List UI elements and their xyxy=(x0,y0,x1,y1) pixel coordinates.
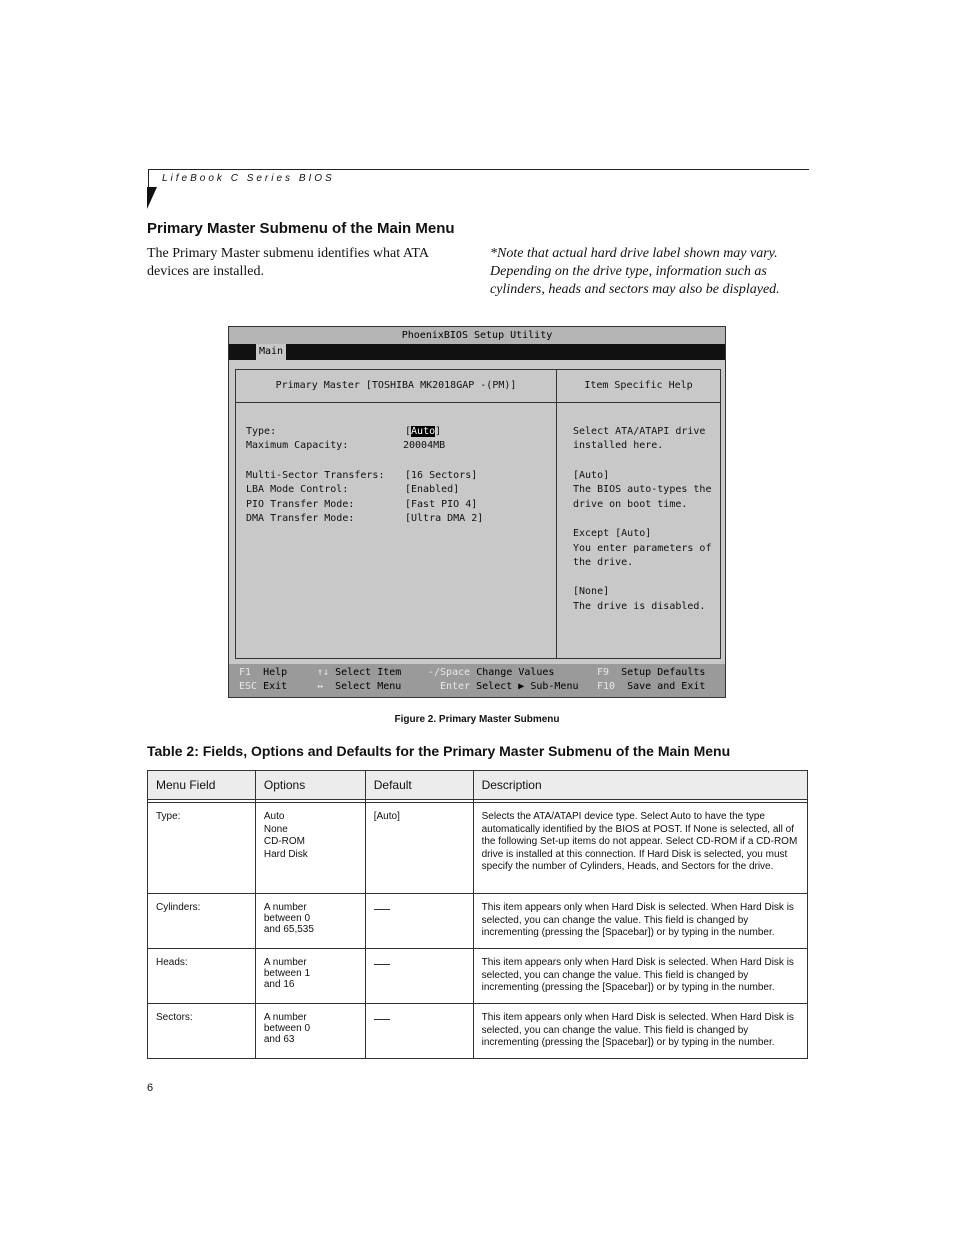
option-item: None xyxy=(263,823,288,835)
description-cell: This item appears only when Hard Disk is selected. When Hard Disk is selected, you can change the value. This field is changed by incrementing (pressing the [Spacebar]) or by typing in the number. xyxy=(473,1004,807,1059)
column-header: Default xyxy=(365,771,473,800)
help-line: drive on boot time. xyxy=(573,499,688,510)
selected-value[interactable]: Auto xyxy=(411,426,436,437)
bios-screen xyxy=(228,326,726,698)
intro-paragraph: The Primary Master submenu identifies what ATA devices are installed. xyxy=(147,246,429,279)
figure-caption: Figure 2. Primary Master Submenu xyxy=(394,714,560,725)
help-line: The BIOS auto-types the xyxy=(573,484,712,495)
description-cell: Selects the ATA/ATAPI device type. Select Auto to have the type automatically identified by the BIOS at POST. If None is selected, all of the following Set-up items do not appear. Select CD-ROM if a CD-ROM drive is installed at this connection. If Hard Disk is selected, you must specify the number of Cylinders, Heads, and Sectors for the drive. xyxy=(473,803,807,894)
footer-key-save-exit: F10 Save and Exit xyxy=(597,681,706,692)
default-cell: [Auto] xyxy=(365,803,473,894)
bios-footer xyxy=(229,664,725,697)
page-number: 6 xyxy=(147,1082,154,1094)
description-cell: This item appears only when Hard Disk is selected. When Hard Disk is selected, you can change the value. This field is changed by incrementing (pressing the [Spacebar]) or by typing in the number. xyxy=(473,894,807,949)
drive-label-note: *Note that actual hard drive label shown may vary. Depending on the drive type, information such as cylinders, heads and sectors may also be displayed. xyxy=(490,246,780,297)
footer-key-select-menu: ↔ Select Menu xyxy=(317,681,402,692)
field-value-type[interactable]: [Auto] xyxy=(405,426,442,437)
tab-main[interactable]: Main xyxy=(256,344,286,360)
field-value-lba-mode[interactable]: [Enabled] xyxy=(405,484,460,495)
option-item: between 0 xyxy=(263,913,311,924)
field-value-pio-mode[interactable]: [Fast PIO 4] xyxy=(405,499,478,510)
menu-field-cell: Type: xyxy=(148,803,256,894)
options-cell xyxy=(255,1004,365,1059)
help-line: [Auto] xyxy=(573,470,610,481)
table-header-row xyxy=(148,771,808,800)
help-line: The drive is disabled. xyxy=(573,601,706,612)
bios-menu-bar xyxy=(229,344,725,360)
bios-title: PhoenixBIOS Setup Utility xyxy=(229,327,725,344)
footer-key-submenu: Enter Select ▶ Sub-Menu xyxy=(440,681,579,692)
options-cell xyxy=(255,949,365,1004)
column-header: Description xyxy=(473,771,807,800)
section-title: Primary Master Submenu of the Main Menu xyxy=(147,220,455,237)
table-row xyxy=(148,949,808,1004)
field-label-lba-mode: LBA Mode Control: xyxy=(246,484,349,495)
footer-key-exit: ESC Exit xyxy=(239,681,288,692)
default-cell xyxy=(365,894,473,949)
column-header: Options xyxy=(255,771,365,800)
bios-panel xyxy=(235,369,721,659)
option-item: between 1 xyxy=(263,968,311,979)
option-item: and 65,535 xyxy=(263,924,314,935)
option-item: and 63 xyxy=(263,1034,295,1045)
table-title: Table 2: Fields, Options and Defaults for the Primary Master Submenu of the Main Menu xyxy=(147,743,731,759)
option-item: Hard Disk xyxy=(263,848,308,860)
options-cell xyxy=(255,894,365,949)
header-triangle-icon xyxy=(147,187,157,209)
panel-divider-vertical xyxy=(556,370,557,658)
option-item: A number xyxy=(263,902,307,913)
option-item: A number xyxy=(263,1012,307,1023)
help-line: [None] xyxy=(573,586,610,597)
description-cell: This item appears only when Hard Disk is selected. When Hard Disk is selected, you can change the value. This field is changed by incrementing (pressing the [Spacebar]) or by typing in the number. xyxy=(473,949,807,1004)
column-header: Menu Field xyxy=(148,771,256,800)
options-cell xyxy=(255,803,365,894)
help-line: the drive. xyxy=(573,557,634,568)
table-row xyxy=(148,803,808,894)
menu-field-cell: Sectors: xyxy=(148,1004,256,1059)
primary-master-heading: Primary Master [TOSHIBA MK2018GAP -(PM)] xyxy=(275,380,517,391)
header-rule xyxy=(148,169,809,170)
help-line: Except [Auto] xyxy=(573,528,652,539)
em-dash-icon xyxy=(374,1019,390,1020)
option-item: CD-ROM xyxy=(263,836,305,847)
table-row xyxy=(148,894,808,949)
field-value-multi-sector[interactable]: [16 Sectors] xyxy=(405,470,478,481)
running-title: LifeBook C Series BIOS xyxy=(162,173,335,184)
fields-options-table xyxy=(147,770,808,1059)
item-specific-help-heading: Item Specific Help xyxy=(584,380,693,391)
option-item: Auto xyxy=(263,811,285,822)
option-item: A number xyxy=(263,957,307,968)
field-label-type: Type: xyxy=(246,426,277,437)
field-label-multi-sector: Multi-Sector Transfers: xyxy=(246,470,385,481)
footer-key-setup-defaults: F9 Setup Defaults xyxy=(597,667,706,678)
menu-field-cell: Cylinders: xyxy=(148,894,256,949)
menu-field-cell: Heads: xyxy=(148,949,256,1004)
help-line: You enter parameters of xyxy=(573,543,712,554)
help-line: installed here. xyxy=(573,440,664,451)
field-label-pio-mode: PIO Transfer Mode: xyxy=(246,499,355,510)
em-dash-icon xyxy=(374,909,390,910)
field-label-max-capacity: Maximum Capacity: xyxy=(246,440,349,451)
field-label-dma-mode: DMA Transfer Mode: xyxy=(246,513,355,524)
default-cell xyxy=(365,949,473,1004)
option-item: between 0 xyxy=(263,1023,311,1034)
field-value-dma-mode[interactable]: [Ultra DMA 2] xyxy=(405,513,484,524)
em-dash-icon xyxy=(374,964,390,965)
default-cell xyxy=(365,1004,473,1059)
field-value-max-capacity: 20004MB xyxy=(403,440,446,451)
footer-key-change-values: -/Space Change Values xyxy=(428,667,555,678)
table-row xyxy=(148,1004,808,1059)
panel-divider-horizontal xyxy=(236,402,720,403)
help-line: Select ATA/ATAPI drive xyxy=(573,426,706,437)
footer-key-help: F1 Help xyxy=(239,667,288,678)
footer-key-select-item: ↑↓ Select Item xyxy=(317,667,402,678)
option-item: and 16 xyxy=(263,979,295,990)
